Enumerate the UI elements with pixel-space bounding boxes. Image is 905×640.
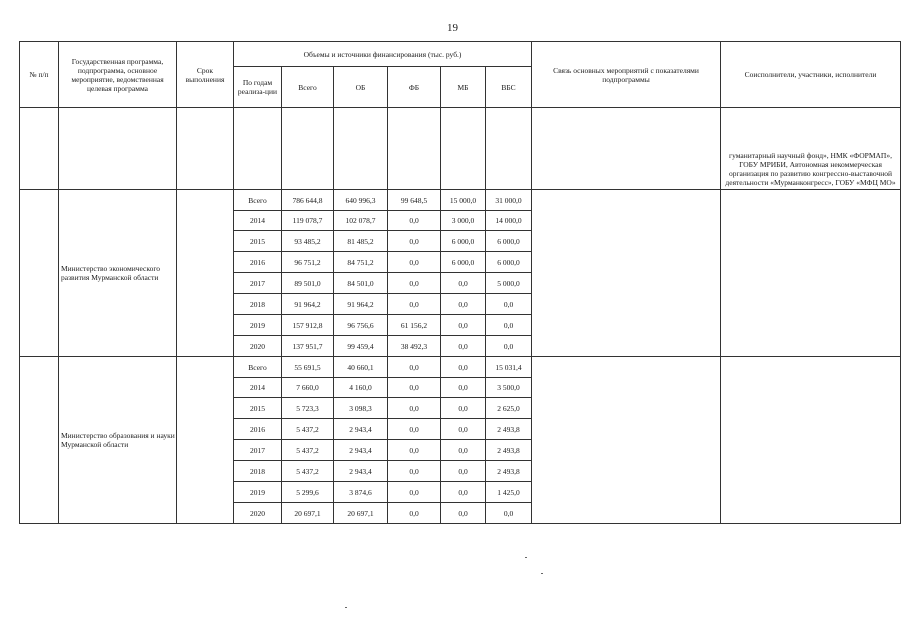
ob-cell: 640 996,3 (334, 190, 388, 211)
empty-cell (59, 108, 177, 190)
mb-cell: 0,0 (441, 378, 486, 398)
continuation-row (20, 108, 901, 190)
total-cell: 157 912,8 (282, 315, 334, 336)
ob-cell: 84 501,0 (334, 273, 388, 294)
fb-cell: 0,0 (388, 461, 441, 482)
fb-cell: 0,0 (388, 294, 441, 315)
year-cell: 2015 (234, 231, 282, 252)
mb-cell: 0,0 (441, 440, 486, 461)
table-row (20, 190, 901, 211)
scan-speck (345, 607, 347, 608)
mb-cell: 0,0 (441, 336, 486, 357)
vbs-cell: 2 493,8 (486, 440, 532, 461)
financing-table (19, 41, 901, 524)
header-link: Связь основных мероприятий с показателями подпрограммы (532, 42, 721, 108)
vbs-cell: 2 493,8 (486, 461, 532, 482)
ob-cell: 20 697,1 (334, 503, 388, 524)
scan-speck (541, 573, 543, 574)
empty-cell (334, 108, 388, 190)
total-cell: 5 437,2 (282, 461, 334, 482)
group-num-cell (20, 190, 59, 357)
year-cell: Всего (234, 357, 282, 378)
total-cell: 93 485,2 (282, 231, 334, 252)
term-cell (177, 357, 234, 524)
vbs-cell: 2 625,0 (486, 398, 532, 419)
scan-speck (525, 557, 527, 558)
vbs-cell: 0,0 (486, 315, 532, 336)
fb-cell: 99 648,5 (388, 190, 441, 211)
total-cell: 20 697,1 (282, 503, 334, 524)
header-finance: Объемы и источники финансирования (тыс. руб.) (234, 42, 532, 67)
mb-cell: 6 000,0 (441, 231, 486, 252)
group-num-cell (20, 357, 59, 524)
total-cell: 5 723,3 (282, 398, 334, 419)
total-cell: 137 951,7 (282, 336, 334, 357)
link-cell (532, 357, 721, 524)
continued-executors: гуманитарный научный фонд», НМК «ФОРМАП», ГОБУ МРИБИ, Автономная некоммерческая организация по развитию конгрессно-выставочной деятельности «Мурманконгресс», ГОБУ «МФЦ МО» (721, 108, 901, 190)
fb-cell: 0,0 (388, 252, 441, 273)
total-cell: 96 751,2 (282, 252, 334, 273)
vbs-cell: 0,0 (486, 336, 532, 357)
year-cell: 2015 (234, 398, 282, 419)
executors-cell (721, 357, 901, 524)
total-cell: 5 437,2 (282, 440, 334, 461)
vbs-cell: 3 500,0 (486, 378, 532, 398)
fb-cell: 61 156,2 (388, 315, 441, 336)
total-cell: 55 691,5 (282, 357, 334, 378)
year-cell: 2017 (234, 440, 282, 461)
mb-cell: 0,0 (441, 398, 486, 419)
header-executors: Соисполнители, участники, исполнители (721, 42, 901, 108)
header-program: Государственная программа, подпрограмма, основное мероприятие, ведомственная целевая программа (59, 42, 177, 108)
fb-cell: 0,0 (388, 231, 441, 252)
header-mb: МБ (441, 67, 486, 108)
year-cell: 2020 (234, 336, 282, 357)
header-total: Всего (282, 67, 334, 108)
ministry-name: Министерство образования и науки Мурманской области (59, 357, 177, 524)
header-by-year: По годам реализа-ции (234, 67, 282, 108)
mb-cell: 0,0 (441, 419, 486, 440)
vbs-cell: 6 000,0 (486, 231, 532, 252)
header-term: Срок выполнения (177, 42, 234, 108)
mb-cell: 0,0 (441, 503, 486, 524)
year-cell: 2017 (234, 273, 282, 294)
vbs-cell: 5 000,0 (486, 273, 532, 294)
link-cell (532, 190, 721, 357)
vbs-cell: 2 493,8 (486, 419, 532, 440)
fb-cell: 0,0 (388, 357, 441, 378)
mb-cell: 15 000,0 (441, 190, 486, 211)
total-cell: 5 437,2 (282, 419, 334, 440)
year-cell: 2014 (234, 211, 282, 231)
year-cell: 2014 (234, 378, 282, 398)
fb-cell: 0,0 (388, 378, 441, 398)
ob-cell: 96 756,6 (334, 315, 388, 336)
table-row (20, 357, 901, 378)
empty-cell (532, 108, 721, 190)
ob-cell: 91 964,2 (334, 294, 388, 315)
fb-cell: 0,0 (388, 419, 441, 440)
ob-cell: 2 943,4 (334, 461, 388, 482)
fb-cell: 0,0 (388, 273, 441, 294)
mb-cell: 0,0 (441, 273, 486, 294)
vbs-cell: 31 000,0 (486, 190, 532, 211)
term-cell (177, 190, 234, 357)
year-cell: 2016 (234, 419, 282, 440)
header-fb: ФБ (388, 67, 441, 108)
empty-cell (234, 108, 282, 190)
ob-cell: 81 485,2 (334, 231, 388, 252)
empty-cell (441, 108, 486, 190)
fb-cell: 0,0 (388, 211, 441, 231)
year-cell: 2016 (234, 252, 282, 273)
year-cell: Всего (234, 190, 282, 211)
total-cell: 786 644,8 (282, 190, 334, 211)
year-cell: 2020 (234, 503, 282, 524)
mb-cell: 0,0 (441, 357, 486, 378)
vbs-cell: 1 425,0 (486, 482, 532, 503)
fb-cell: 0,0 (388, 398, 441, 419)
executors-cell (721, 190, 901, 357)
year-cell: 2018 (234, 461, 282, 482)
year-cell: 2018 (234, 294, 282, 315)
total-cell: 89 501,0 (282, 273, 334, 294)
mb-cell: 0,0 (441, 315, 486, 336)
fb-cell: 0,0 (388, 440, 441, 461)
fb-cell: 0,0 (388, 482, 441, 503)
mb-cell: 3 000,0 (441, 211, 486, 231)
empty-cell (177, 108, 234, 190)
empty-cell (282, 108, 334, 190)
ob-cell: 102 078,7 (334, 211, 388, 231)
page-number: 19 (447, 22, 458, 34)
mb-cell: 0,0 (441, 482, 486, 503)
vbs-cell: 14 000,0 (486, 211, 532, 231)
year-cell: 2019 (234, 482, 282, 503)
ob-cell: 2 943,4 (334, 440, 388, 461)
header-vbs: ВБС (486, 67, 532, 108)
fb-cell: 38 492,3 (388, 336, 441, 357)
ob-cell: 2 943,4 (334, 419, 388, 440)
total-cell: 7 660,0 (282, 378, 334, 398)
mb-cell: 6 000,0 (441, 252, 486, 273)
ob-cell: 99 459,4 (334, 336, 388, 357)
mb-cell: 0,0 (441, 294, 486, 315)
fb-cell: 0,0 (388, 503, 441, 524)
total-cell: 119 078,7 (282, 211, 334, 231)
ob-cell: 84 751,2 (334, 252, 388, 273)
vbs-cell: 0,0 (486, 294, 532, 315)
vbs-cell: 15 031,4 (486, 357, 532, 378)
header-ob: ОБ (334, 67, 388, 108)
header-num: № п/п (20, 42, 59, 108)
ob-cell: 3 098,3 (334, 398, 388, 419)
ministry-name: Министерство экономического развития Мурманской области (59, 190, 177, 357)
ob-cell: 4 160,0 (334, 378, 388, 398)
empty-cell (20, 108, 59, 190)
vbs-cell: 0,0 (486, 503, 532, 524)
empty-cell (388, 108, 441, 190)
ob-cell: 40 660,1 (334, 357, 388, 378)
empty-cell (486, 108, 532, 190)
vbs-cell: 6 000,0 (486, 252, 532, 273)
ob-cell: 3 874,6 (334, 482, 388, 503)
total-cell: 91 964,2 (282, 294, 334, 315)
mb-cell: 0,0 (441, 461, 486, 482)
year-cell: 2019 (234, 315, 282, 336)
total-cell: 5 299,6 (282, 482, 334, 503)
